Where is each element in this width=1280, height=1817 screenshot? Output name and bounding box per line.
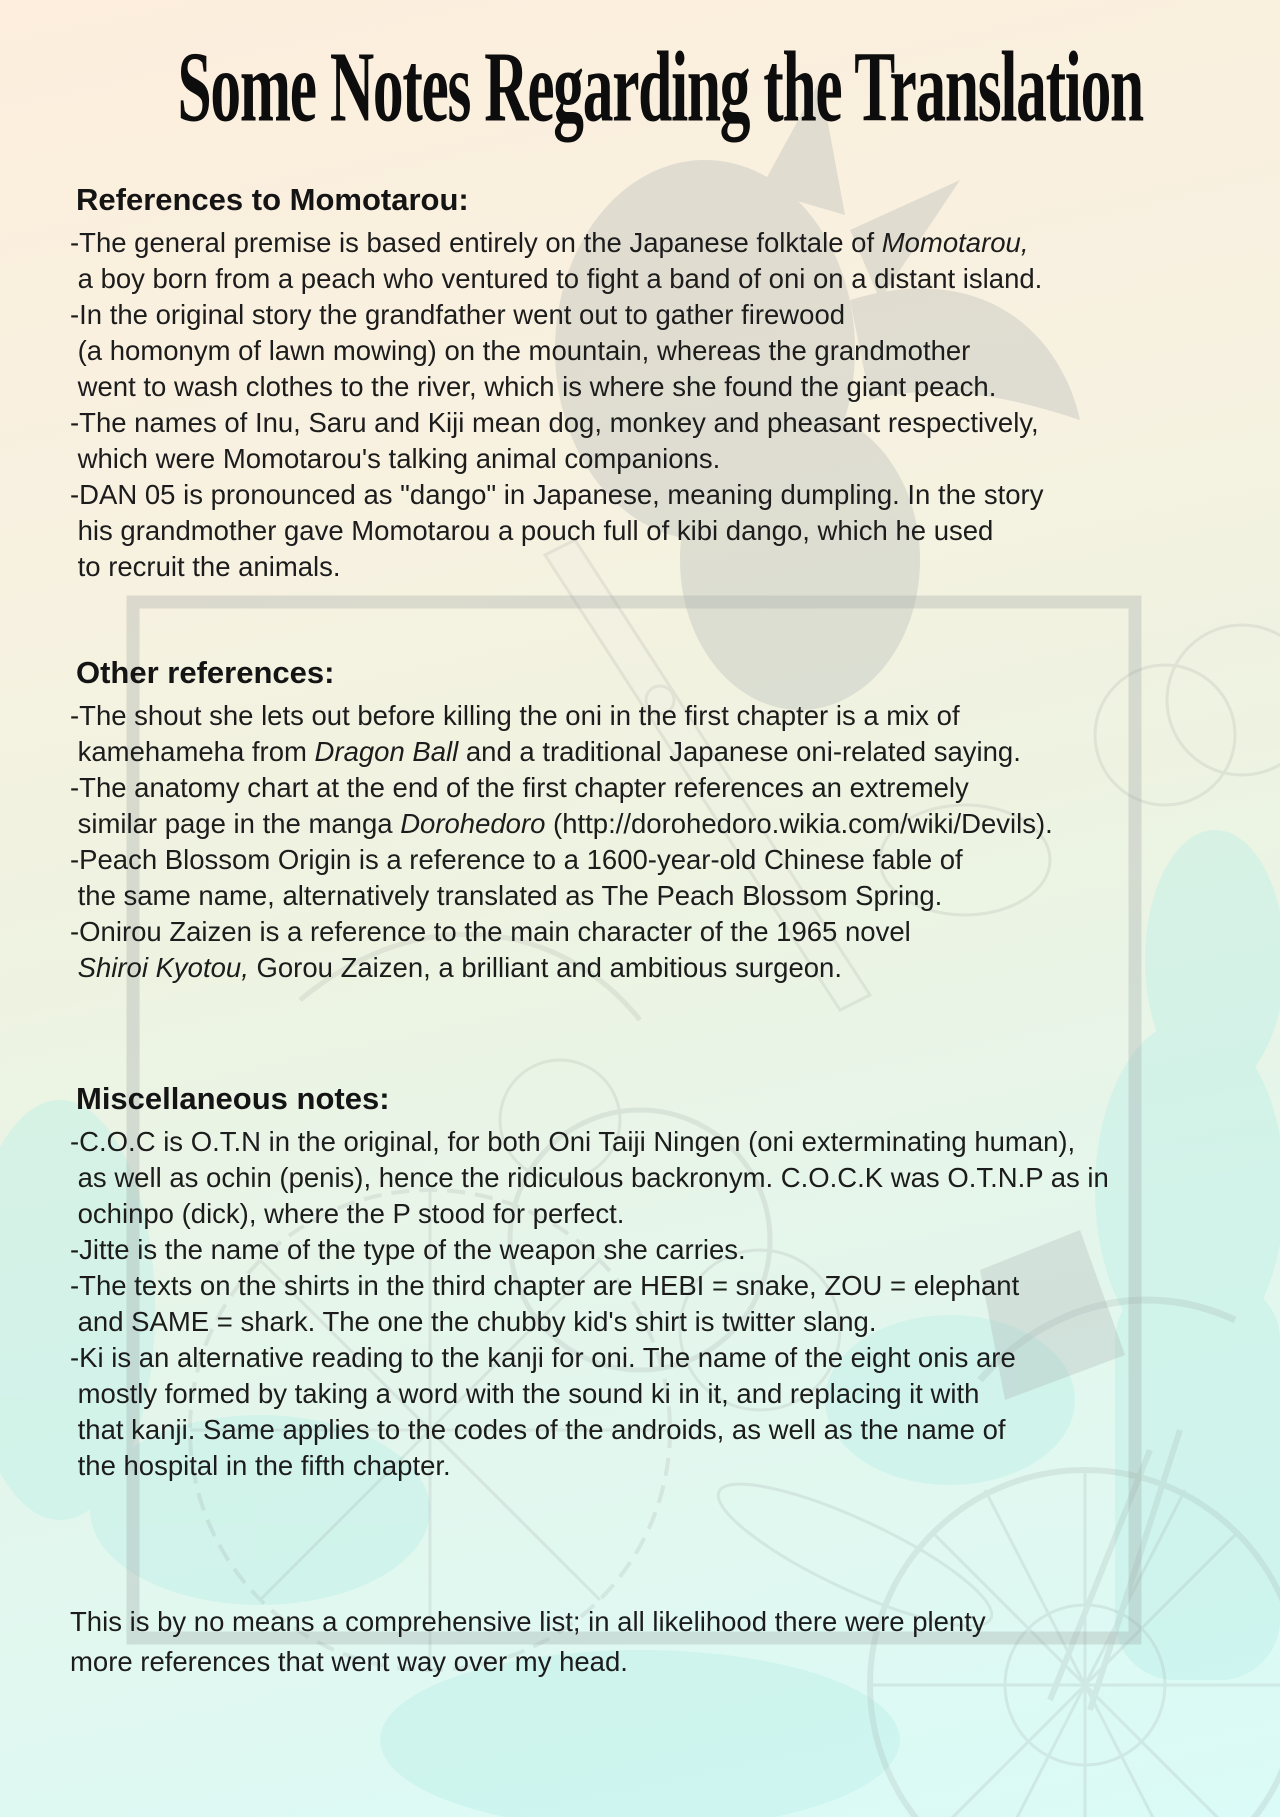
note-text: went to wash clothes to the river, which is where she found the giant peach. <box>70 371 997 402</box>
section-heading: Miscellaneous notes: <box>76 1081 390 1116</box>
note-text: -The names of Inu, Saru and Kiji mean dog, monkey and pheasant respectively, <box>70 407 1039 438</box>
note-line <box>70 297 1250 333</box>
note-text: -Onirou Zaizen is a reference to the main character of the 1965 novel <box>70 916 911 947</box>
note-line <box>70 1340 1250 1376</box>
note-line <box>70 950 1250 986</box>
title-area <box>70 26 1250 146</box>
note-line <box>70 878 1250 914</box>
note-line <box>70 1268 1250 1304</box>
section-heading: Other references: <box>76 655 335 690</box>
note-text: -The anatomy chart at the end of the first chapter references an extremely <box>70 772 969 803</box>
note-text: the hospital in the fifth chapter. <box>70 1450 451 1481</box>
note-line <box>70 698 1250 734</box>
section-lines <box>70 1124 1250 1484</box>
note-line <box>70 225 1250 261</box>
note-line <box>70 842 1250 878</box>
section-miscellaneous-notes <box>70 1081 1250 1484</box>
note-text: that kanji. Same applies to the codes of the androids, as well as the name of <box>70 1414 1006 1445</box>
note-text: mostly formed by taking a word with the sound ki in it, and replacing it with <box>70 1378 980 1409</box>
italic-title-text: Dorohedoro <box>400 808 546 839</box>
note-text: -C.O.C is O.T.N in the original, for both Oni Taiji Ningen (oni exterminating human), <box>70 1126 1076 1157</box>
section-references-to-momotarou <box>70 182 1250 585</box>
note-text: a boy born from a peach who ventured to fight a band of oni on a distant island. <box>70 263 1043 294</box>
section-heading: References to Momotarou: <box>76 182 469 217</box>
note-text: -Peach Blossom Origin is a reference to a 1600-year-old Chinese fable of <box>70 844 963 875</box>
note-line <box>70 1448 1250 1484</box>
note-text: -The shout she lets out before killing the oni in the first chapter is a mix of <box>70 700 960 731</box>
note-line <box>70 1160 1250 1196</box>
note-line <box>70 513 1250 549</box>
page-title: Some Notes Regarding the Translation <box>177 29 1143 143</box>
note-text: and a traditional Japanese oni-related saying. <box>458 736 1021 767</box>
note-text: (http://dorohedoro.wikia.com/wiki/Devils). <box>545 808 1053 839</box>
closing-note <box>70 1602 1250 1682</box>
note-line <box>70 1376 1250 1412</box>
note-text: -In the original story the grandfather went out to gather firewood <box>70 299 846 330</box>
note-line <box>70 369 1250 405</box>
note-text: as well as ochin (penis), hence the ridiculous backronym. C.O.C.K was O.T.N.P as in <box>70 1162 1109 1193</box>
italic-title-text: Shiroi Kyotou, <box>77 952 249 983</box>
note-text: and SAME = shark. The one the chubby kid's shirt is twitter slang. <box>70 1306 877 1337</box>
note-line <box>70 1412 1250 1448</box>
closing-note-line: This is by no means a comprehensive list; in all likelihood there were plenty <box>70 1606 986 1637</box>
note-line <box>70 441 1250 477</box>
section-lines <box>70 698 1250 986</box>
note-line <box>70 806 1250 842</box>
section-other-references <box>70 655 1250 986</box>
note-line <box>70 914 1250 950</box>
note-text: -The general premise is based entirely on the Japanese folktale of <box>70 227 882 258</box>
note-line <box>70 477 1250 513</box>
note-text: Gorou Zaizen, a brilliant and ambitious surgeon. <box>248 952 842 983</box>
note-text: -DAN 05 is pronounced as "dango" in Japanese, meaning dumpling. In the story <box>70 479 1044 510</box>
note-text: -Jitte is the name of the type of the weapon she carries. <box>70 1234 746 1265</box>
note-line <box>70 405 1250 441</box>
note-line <box>70 734 1250 770</box>
note-line <box>70 770 1250 806</box>
note-line <box>70 1196 1250 1232</box>
note-line <box>70 1124 1250 1160</box>
note-text: (a homonym of lawn mowing) on the mountain, whereas the grandmother <box>70 335 971 366</box>
italic-title-text: Dragon Ball <box>314 736 459 767</box>
note-text: similar page in the manga <box>70 808 401 839</box>
note-line <box>70 1304 1250 1340</box>
italic-title-text: Momotarou, <box>881 227 1029 258</box>
note-line <box>70 333 1250 369</box>
note-text: -The texts on the shirts in the third chapter are HEBI = snake, ZOU = elephant <box>70 1270 1020 1301</box>
note-line <box>70 1232 1250 1268</box>
note-line <box>70 549 1250 585</box>
note-text: his grandmother gave Momotarou a pouch full of kibi dango, which he used <box>70 515 994 546</box>
note-text: ochinpo (dick), where the P stood for perfect. <box>70 1198 625 1229</box>
note-text: which were Momotarou's talking animal companions. <box>70 443 721 474</box>
note-text: -Ki is an alternative reading to the kanji for oni. The name of the eight onis are <box>70 1342 1016 1373</box>
closing-note-line: more references that went way over my head. <box>70 1646 628 1677</box>
note-text <box>70 952 78 983</box>
note-text: the same name, alternatively translated as The Peach Blossom Spring. <box>70 880 943 911</box>
section-lines <box>70 225 1250 585</box>
note-line <box>70 261 1250 297</box>
note-text: to recruit the animals. <box>70 551 341 582</box>
note-text: kamehameha from <box>70 736 315 767</box>
